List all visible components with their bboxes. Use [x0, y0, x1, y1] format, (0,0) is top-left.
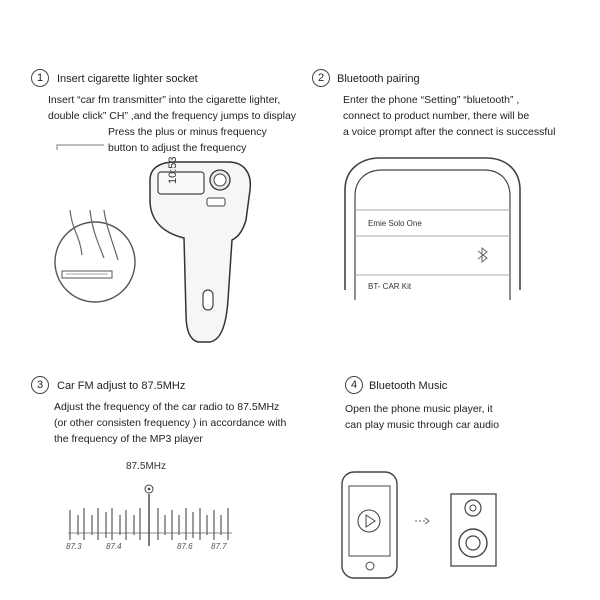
step-2-number: 2	[312, 69, 330, 87]
phone-settings-icon	[345, 158, 520, 300]
step-3-text: Adjust the frequency of the car radio to 87.5MHz (or other consisten frequency ) in accordance with the frequency of the MP3 player	[54, 401, 287, 445]
cigarette-lighter-icon	[55, 210, 135, 302]
step-2-text: Enter the phone “Setting” “bluetooth” , connect to product number, there will be a voice prompt after the connect is successful	[343, 94, 556, 138]
step-1-note: Press the plus or minus frequency button to adjust the frequency	[108, 126, 267, 154]
step-4-text: Open the phone music player, it can play music through car audio	[345, 403, 500, 431]
phone-device-row-1: Emie Solo One	[368, 219, 422, 228]
music-phone-icon	[342, 472, 397, 578]
step-1-title: Insert cigarette lighter socket	[57, 73, 198, 85]
frequency-dial	[68, 485, 232, 546]
dial-tick-label: 87.7	[211, 542, 227, 551]
dial-tick-label: 87.4	[106, 542, 122, 551]
dial-frequency-label: 87.5MHz	[126, 461, 167, 472]
phone-device-row-2: BT- CAR Kit	[368, 282, 412, 291]
step-3-number: 3	[31, 376, 49, 394]
speaker-icon	[451, 494, 496, 566]
svg-text:10:53: 10:53	[167, 156, 179, 184]
car-fm-transmitter-icon	[150, 156, 250, 342]
step-2-title: Bluetooth pairing	[337, 73, 420, 85]
step-4-number: 4	[345, 376, 363, 394]
arrow-icon	[415, 518, 429, 524]
step-3-title: Car FM adjust to 87.5MHz	[57, 380, 186, 392]
step-1-text: Insert “car fm transmitter” into the cigarette lighter, double click” CH” ,and the frequency jumps to display	[48, 94, 297, 122]
play-icon	[358, 510, 380, 532]
step-4-title: Bluetooth Music	[369, 380, 448, 392]
step-1-number: 1	[31, 69, 49, 87]
dial-tick-label: 87.3	[66, 542, 82, 551]
bluetooth-icon	[478, 248, 487, 262]
dial-tick-label: 87.6	[177, 542, 193, 551]
